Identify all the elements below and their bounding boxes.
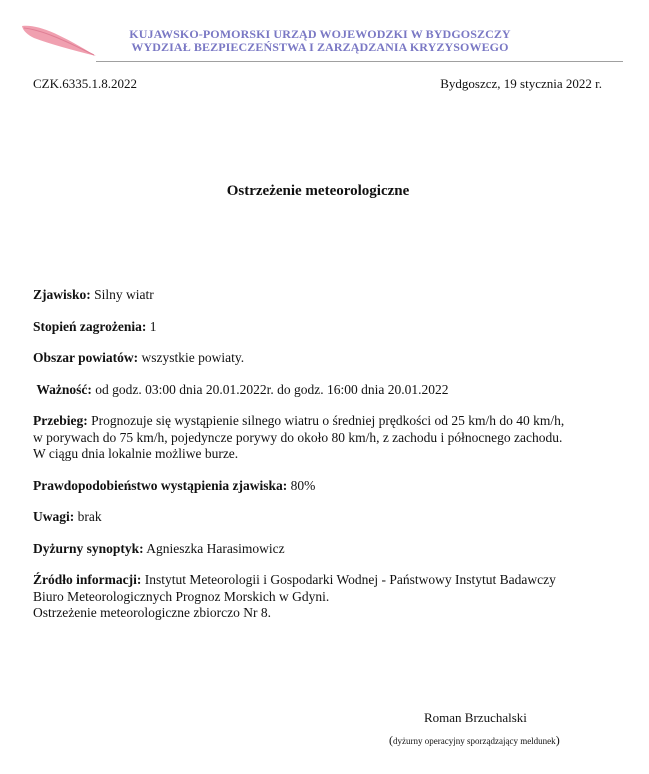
field-label: Ważność: bbox=[36, 381, 92, 397]
header-line-2: WYDZIAŁ BEZPIECZEŃSTWA I ZARZĄDZANIA KRYZYSOWEGO bbox=[131, 40, 509, 54]
field-label: Obszar powiatów: bbox=[33, 350, 139, 365]
field-remarks bbox=[33, 509, 613, 526]
field-area bbox=[33, 350, 613, 367]
field-value-line: Biuro Meteorologicznych Prognoz Morskich w Gdyni. bbox=[33, 588, 330, 604]
field-course bbox=[33, 413, 613, 463]
field-value-line: w porywach do 75 km/h, pojedyncze porywy do około 80 km/h, z zachodu i północnego zachodu. bbox=[33, 429, 563, 445]
field-value-line: W ciągu dnia lokalnie możliwe burze. bbox=[33, 446, 239, 461]
field-value: od godz. 03:00 dnia 20.01.2022r. do godz. 16:00 dnia 20.01.2022 bbox=[95, 381, 449, 397]
header-line-1: KUJAWSKO-POMORSKI URZĄD WOJEWODZKI W BYDGOSZCZY bbox=[129, 27, 511, 41]
feather-logo-icon bbox=[20, 20, 98, 62]
field-label: Zjawisko: bbox=[33, 287, 91, 302]
field-label: Źródło informacji: bbox=[33, 572, 142, 587]
field-value-line: Prognozuje się wystąpienie silnego wiatru o średniej prędkości od 25 km/h do 40 km/h, bbox=[91, 413, 565, 428]
field-source bbox=[33, 572, 613, 622]
field-value: brak bbox=[77, 509, 102, 524]
field-label: Prawdopodobieństwo wystąpienia zjawiska: bbox=[33, 477, 288, 493]
field-label: Przebieg: bbox=[33, 413, 88, 428]
field-label: Dyżurny synoptyk: bbox=[33, 540, 144, 556]
place-date: Bydgoszcz, 19 stycznia 2022 r. bbox=[440, 76, 602, 91]
field-value: 1 bbox=[149, 318, 157, 334]
field-value: 80% bbox=[290, 477, 316, 493]
field-forecaster bbox=[33, 541, 613, 558]
field-threat-level bbox=[33, 319, 613, 336]
field-validity bbox=[33, 382, 613, 399]
open-paren: ( bbox=[389, 733, 393, 747]
office-header bbox=[110, 28, 530, 54]
close-paren: ) bbox=[555, 733, 560, 747]
field-value-line: Ostrzeżenie meteorologiczne zbiorczo Nr 8. bbox=[33, 605, 272, 620]
document-title: Ostrzeżenie meteorologiczne bbox=[226, 183, 410, 199]
field-value-line: Instytut Meteorologii i Gospodarki Wodnej - Państwowy Instytut Badawczy bbox=[144, 572, 556, 587]
warning-fields bbox=[33, 287, 613, 637]
field-phenomenon bbox=[33, 287, 613, 304]
field-label: Uwagi: bbox=[33, 509, 75, 524]
field-value: Silny wiatr bbox=[94, 287, 154, 302]
field-value: wszystkie powiaty. bbox=[141, 350, 245, 365]
signer-role-text: dyżurny operacyjny sporządzający meldunek bbox=[393, 736, 556, 746]
signer-role bbox=[389, 733, 560, 748]
field-value: Agnieszka Harasimowicz bbox=[146, 540, 285, 556]
document-reference: CZK.6335.1.8.2022 bbox=[33, 76, 137, 91]
field-probability bbox=[33, 478, 613, 495]
signer-name: Roman Brzuchalski bbox=[424, 710, 527, 725]
header-divider bbox=[96, 61, 623, 62]
field-label: Stopień zagrożenia: bbox=[33, 318, 147, 334]
